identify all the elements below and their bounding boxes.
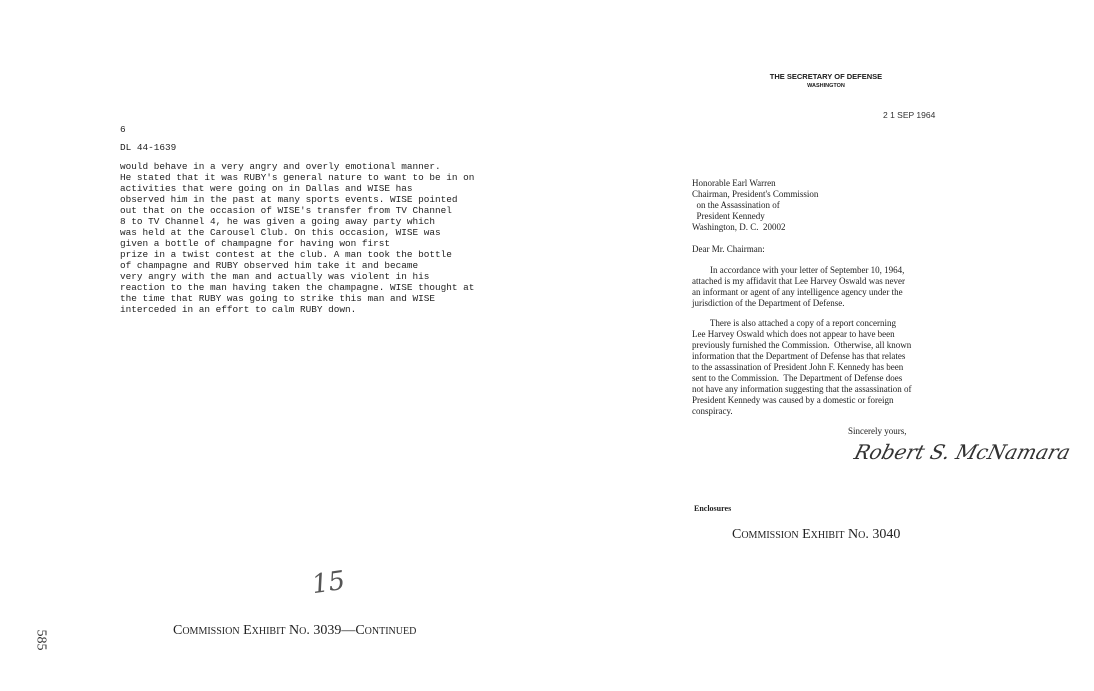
text-line: Honorable Earl Warren (692, 178, 776, 188)
text-line: observed him in the past at many sports events. WISE pointed (120, 194, 458, 205)
text-line: previously furnished the Commission. Otherwise, all known (692, 340, 912, 350)
text-line: There is also attached a copy of a report concerning (692, 318, 897, 328)
enclosures: Enclosures (694, 504, 732, 513)
text-line: In accordance with your letter of September 10, 1964, (692, 265, 905, 275)
text-line: He stated that it was RUBY's general nature to want to be in on (120, 172, 475, 183)
closing: Sincerely yours, (848, 426, 907, 436)
text-line: prize in a twist contest at the club. A man took the bottle (120, 249, 452, 260)
text-line: information that the Department of Defense has that relates (692, 351, 906, 361)
paragraph-1 (692, 265, 905, 309)
text-line: jurisdiction of the Department of Defense. (692, 298, 845, 308)
text-line: President Kennedy (692, 211, 765, 221)
letterhead: THE SECRETARY OF DEFENSE (769, 72, 883, 81)
text-line: would behave in a very angry and overly emotional manner. (120, 161, 441, 172)
text-line: attached is my affidavit that Lee Harvey Oswald was never (692, 276, 906, 286)
text-line: reaction to the man having taken the champagne. WISE thought at (120, 282, 475, 293)
text-line: interceded in an effort to calm RUBY down. (120, 304, 357, 315)
paragraph-2 (692, 318, 911, 417)
letter-date: 2 1 SEP 1964 (883, 110, 936, 120)
text-line: the time that RUBY was going to strike this man and WISE (120, 293, 436, 304)
signature: Robert S. McNamara (851, 440, 1074, 464)
text-line: Washington, D. C. 20002 (692, 222, 786, 232)
text-line: to the assassination of President John F. Kennedy has been (692, 362, 904, 372)
text-line: very angry with the man and actually was violent in his (120, 271, 430, 282)
letterhead-city: WASHINGTON (807, 83, 845, 89)
text-line: Lee Harvey Oswald which does not appear to have been (692, 329, 895, 339)
text-line: Chairman, President's Commission (692, 189, 819, 199)
text-line: given a bottle of champagne for having won first (120, 238, 391, 249)
file-number: DL 44-1639 (120, 142, 177, 153)
text-line: not have any information suggesting that the assassination of (692, 384, 912, 394)
exhibit-caption-3039: Commission Exhibit No. 3039—Continued (173, 623, 417, 638)
text-line: out that on the occasion of WISE's transfer from TV Channel (120, 205, 452, 216)
text-line: President Kennedy was caused by a domestic or foreign (692, 395, 894, 405)
text-line: on the Assassination of (692, 200, 780, 210)
text-line: sent to the Commission. The Department of Defense does (692, 373, 903, 383)
text-line: conspiracy. (692, 406, 733, 416)
text-line: 8 to TV Channel 4, he was given a going away party which (120, 216, 436, 227)
address-block (692, 178, 818, 233)
exhibit-caption-3040: Commission Exhibit No. 3040 (732, 527, 901, 542)
report-body (120, 161, 474, 315)
text-line: an informant or agent of any intelligence agency under the (692, 287, 903, 297)
page-marker: 6 (120, 124, 126, 135)
handwritten-mark: 15 (310, 565, 348, 601)
salutation: Dear Mr. Chairman: (692, 244, 765, 254)
text-line: of champagne and RUBY observed him take it and became (120, 260, 419, 271)
text-line: was held at the Carousel Club. On this occasion, WISE was (120, 227, 441, 238)
text-line: activities that were going on in Dallas and WISE has (120, 183, 413, 194)
page-number: 585 (33, 629, 49, 651)
